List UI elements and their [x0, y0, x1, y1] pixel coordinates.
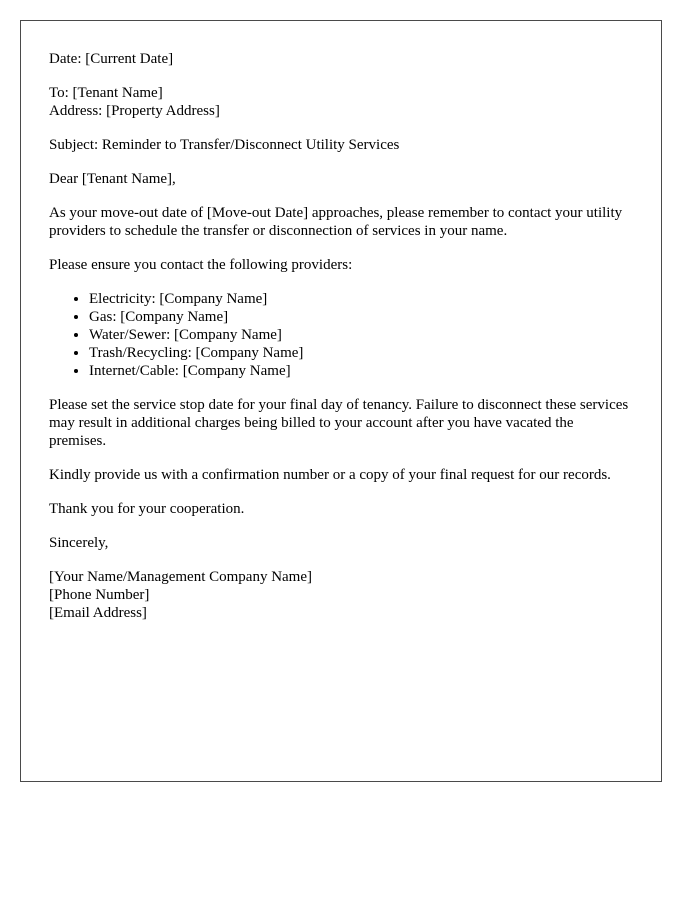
signature-phone: [Phone Number] [49, 587, 150, 603]
providers-list [49, 290, 633, 380]
stop-date-paragraph: Please set the service stop date for your final day of tenancy. Failure to disconnect these services may result in additional charges being billed to your account after you have vacated the premises. [49, 397, 629, 449]
confirmation-paragraph: Kindly provide us with a confirmation number or a copy of your final request for our records. [49, 467, 611, 483]
date-line: Date: [Current Date] [49, 51, 174, 67]
recipient-address: Address: [Property Address] [49, 103, 220, 119]
signature-block [49, 568, 633, 622]
recipient-name: To: [Tenant Name] [49, 85, 163, 101]
salutation: Dear [Tenant Name], [49, 171, 176, 187]
signature-email: [Email Address] [49, 605, 147, 621]
list-item: • Electricity: [Company Name] [89, 290, 633, 308]
thanks-line: Thank you for your cooperation. [49, 501, 245, 517]
signature-name: [Your Name/Management Company Name] [49, 569, 312, 585]
list-item: • Gas: [Company Name] [89, 308, 633, 326]
list-item: • Water/Sewer: [Company Name] [89, 326, 633, 344]
recipient-block [49, 84, 633, 120]
list-item: • Trash/Recycling: [Company Name] [89, 344, 633, 362]
letter-page [20, 20, 662, 782]
closing-line: Sincerely, [49, 535, 109, 551]
list-item: • Internet/Cable: [Company Name] [89, 362, 633, 380]
providers-intro: Please ensure you contact the following providers: [49, 257, 353, 273]
intro-paragraph: As your move-out date of [Move-out Date] approaches, please remember to contact your utility providers to schedule the transfer or disconnection of services in your name. [49, 205, 623, 239]
subject-line: Subject: Reminder to Transfer/Disconnect Utility Services [49, 137, 400, 153]
